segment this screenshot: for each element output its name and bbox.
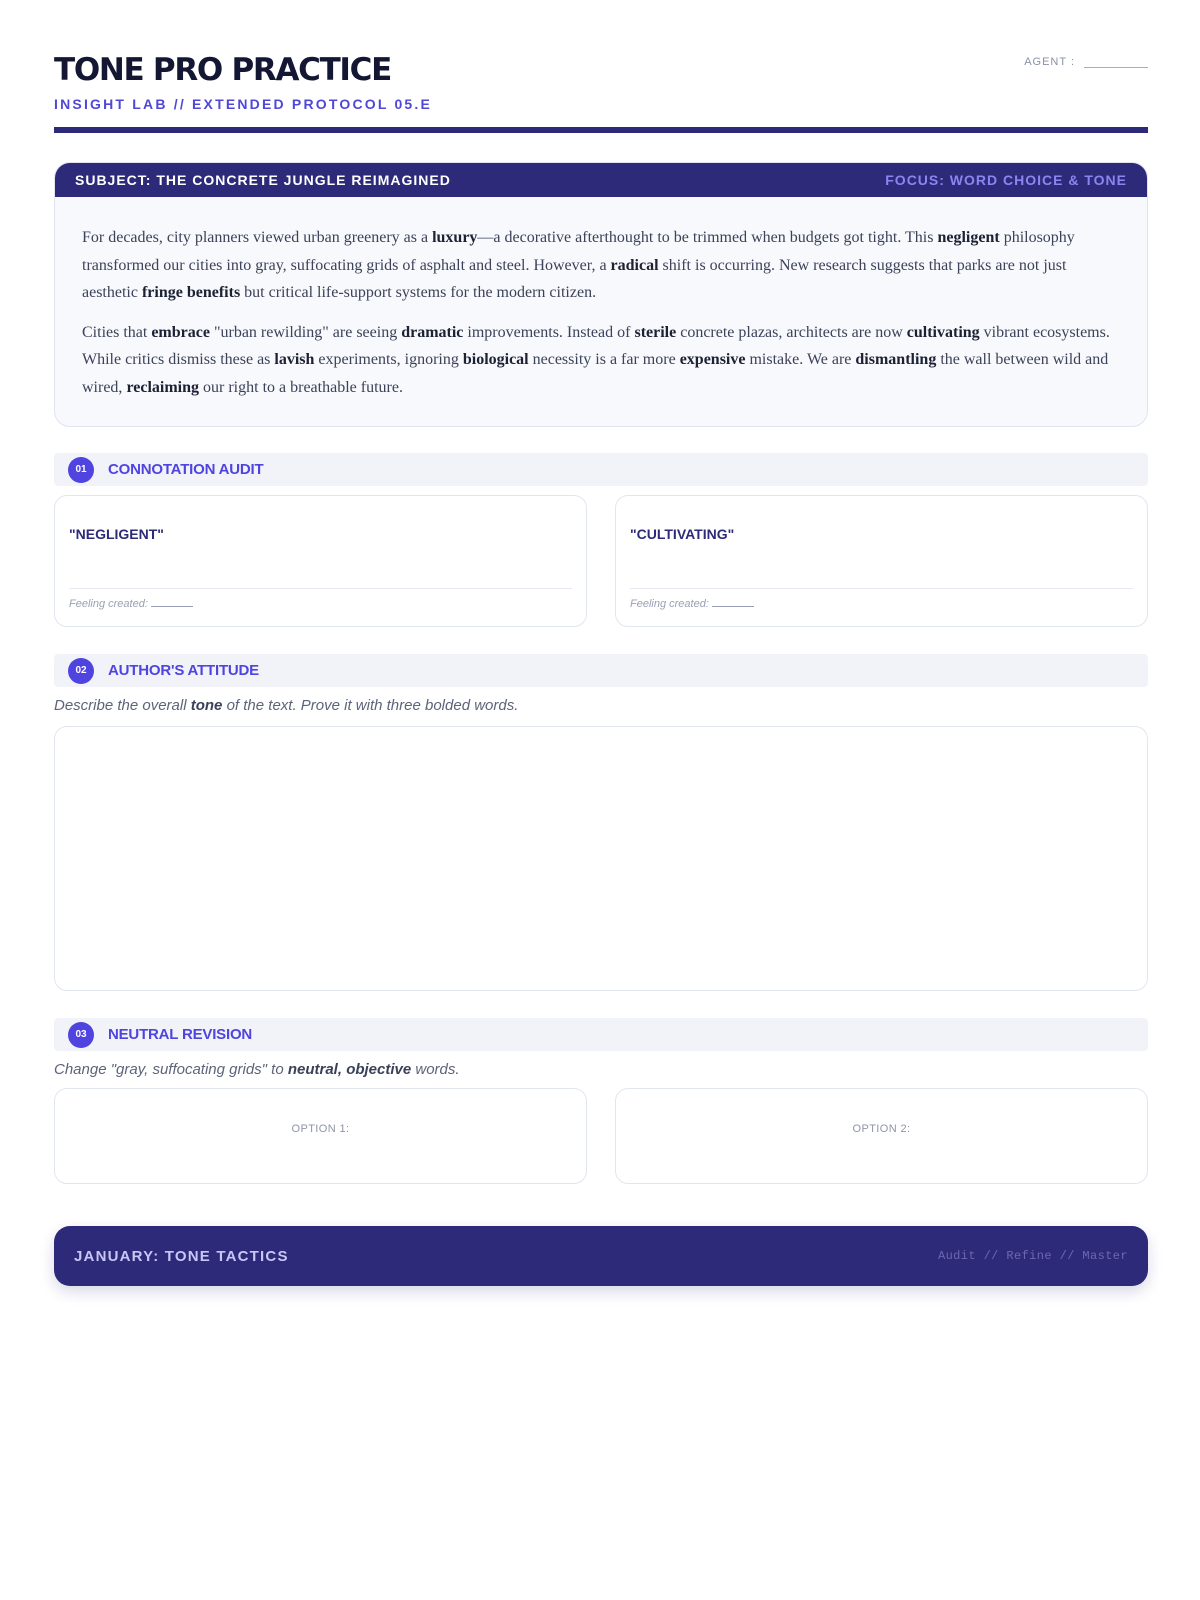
text-run: but critical life-support systems for the modern citizen.	[240, 284, 597, 301]
text-run: Describe the overall	[54, 697, 191, 714]
feeling-created-field: Feeling created:	[69, 598, 193, 610]
text-run: our right to a breathable future.	[199, 378, 403, 396]
highlighted-word: negligent	[937, 229, 1000, 246]
text-run: necessity is a far more	[528, 351, 680, 368]
section-title: CONNOTATION AUDIT	[108, 461, 264, 478]
section-title: NEUTRAL REVISION	[108, 1026, 253, 1043]
connotation-word: "CULTIVATING"	[630, 526, 735, 542]
worksheet-page	[54, 0, 1148, 1265]
text-run: Cities that	[82, 323, 152, 341]
text-run: improvements. Instead of	[463, 323, 635, 341]
box-divider	[630, 588, 1133, 589]
text-run: of the text. Prove it with three bolded words.	[222, 697, 519, 714]
highlighted-word: biological	[462, 351, 529, 368]
section-number-badge: 03	[68, 1022, 94, 1048]
section-title: AUTHOR'S ATTITUDE	[108, 662, 259, 679]
section-header-connotation-audit	[54, 453, 1148, 486]
section-header-neutral-revision	[54, 1018, 1148, 1051]
feeling-blank[interactable]	[151, 598, 193, 607]
highlighted-word: radical	[610, 256, 659, 274]
revision-option-2-box[interactable]	[615, 1088, 1148, 1184]
reading-passage	[55, 197, 1147, 401]
text-run: —a decorative afterthought to be trimmed when budgets got tight. This	[477, 229, 938, 246]
agent-name-blank[interactable]	[1084, 56, 1148, 68]
highlighted-word: tone	[190, 697, 223, 714]
feeling-created-field: Feeling created:	[630, 598, 754, 610]
text-run: shift is occurring. New research suggests that parks are not just aesthetic	[82, 256, 1067, 301]
revision-option-1-box[interactable]	[54, 1088, 587, 1184]
agent-field	[1024, 56, 1148, 68]
text-run: experiments, ignoring	[314, 351, 463, 368]
section-header-authors-attitude	[54, 654, 1148, 687]
option-label: OPTION 1:	[291, 1123, 350, 1135]
attitude-instruction	[54, 697, 518, 714]
page-title: TONE PRO PRACTICE	[54, 52, 391, 88]
highlighted-word: neutral, objective	[287, 1061, 412, 1078]
text-run: concrete plazas, architects are now	[676, 323, 907, 341]
highlighted-word: fringe benefits	[141, 284, 241, 301]
highlighted-word: cultivating	[906, 323, 980, 341]
text-run: For decades, city planners viewed urban greenery as a	[82, 229, 433, 246]
highlighted-word: dramatic	[401, 323, 464, 341]
highlighted-word: luxury	[432, 229, 478, 246]
highlighted-word: dismantling	[855, 351, 937, 368]
text-run: words.	[411, 1061, 460, 1078]
text-run: mistake. We are	[745, 351, 856, 368]
text-run: philosophy transformed our cities into gray, suffocating grids of asphalt and steel. However, a	[82, 229, 1075, 274]
agent-label: AGENT :	[1024, 56, 1075, 68]
subject-card-header	[55, 163, 1147, 197]
page-subtitle: INSIGHT LAB // EXTENDED PROTOCOL 05.E	[54, 96, 433, 112]
feeling-blank[interactable]	[712, 598, 754, 607]
text-run: the wall between wild and wired,	[82, 351, 1109, 396]
passage-paragraph	[82, 319, 1121, 402]
focus-label: FOCUS: WORD CHOICE & TONE	[885, 172, 1127, 188]
worksheet-header	[54, 0, 1148, 128]
highlighted-word: sterile	[634, 323, 677, 341]
text-run: "urban rewilding" are seeing	[209, 323, 402, 341]
section-number-badge: 02	[68, 658, 94, 684]
highlighted-word: lavish	[274, 351, 315, 368]
section-number-badge: 01	[68, 457, 94, 483]
highlighted-word: expensive	[679, 351, 746, 368]
connotation-box-negligent[interactable]	[54, 495, 587, 627]
attitude-answer-box[interactable]	[54, 726, 1148, 991]
footer-tagline: Audit // Refine // Master	[937, 1249, 1128, 1263]
footer-banner	[54, 1226, 1148, 1286]
connotation-box-cultivating[interactable]	[615, 495, 1148, 627]
header-divider	[54, 127, 1148, 133]
option-label: OPTION 2:	[852, 1123, 911, 1135]
subject-card	[54, 162, 1148, 427]
subject-label: SUBJECT: THE CONCRETE JUNGLE REIMAGINED	[75, 172, 451, 188]
highlighted-word: embrace	[151, 323, 210, 341]
connotation-word: "NEGLIGENT"	[69, 526, 164, 542]
revision-instruction	[54, 1061, 460, 1078]
highlighted-word: reclaiming	[126, 378, 200, 396]
text-run: Change "gray, suffocating grids" to	[54, 1061, 288, 1078]
box-divider	[69, 588, 572, 589]
footer-title: JANUARY: TONE TACTICS	[74, 1247, 289, 1265]
passage-paragraph	[82, 224, 1121, 307]
text-run: vibrant ecosystems. While critics dismiss these as	[82, 323, 1110, 368]
